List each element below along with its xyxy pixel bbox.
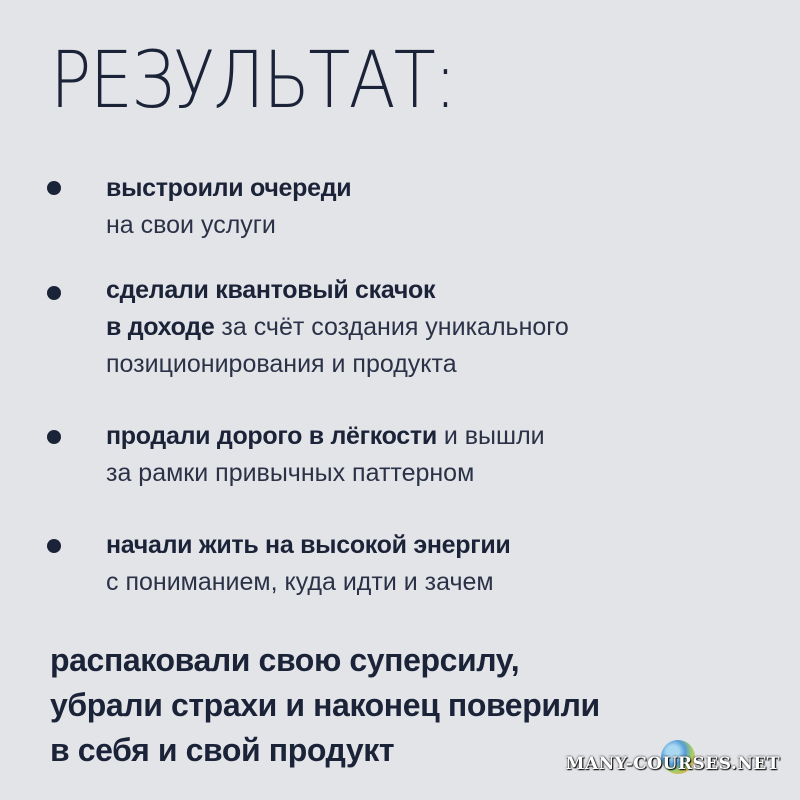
result-text: сделали квантовый скачок в доходе за счёт создания уникального позиционирования и продукта [106,276,569,378]
result-highlight: выстроили очереди [106,174,352,202]
result-highlight: сделали квантовый скачок [106,276,436,304]
page-title: РЕЗУЛЬТАТ: [50,36,456,126]
bullet-icon [47,181,61,195]
bullet-icon [47,286,61,300]
bullet-icon [47,430,61,444]
watermark-text: MANY-COURSES.NET [565,754,780,774]
summary-text: распаковали свою суперсилу, убрали страхи и наконец поверили в себя и свой продукт [50,642,600,768]
result-text: начали жить на высокой энергии с пониманием, куда идти и зачем [106,531,511,596]
bullet-icon [47,539,61,553]
result-text: выстроили очереди на свои услуги [106,174,352,239]
watermark [566,754,780,774]
result-highlight: продали дорого в лёгкости [106,422,437,450]
result-highlight: начали жить на высокой энергии [106,531,511,559]
result-text: продали дорого в лёгкости и вышли за рамки привычных паттерном [106,422,545,487]
